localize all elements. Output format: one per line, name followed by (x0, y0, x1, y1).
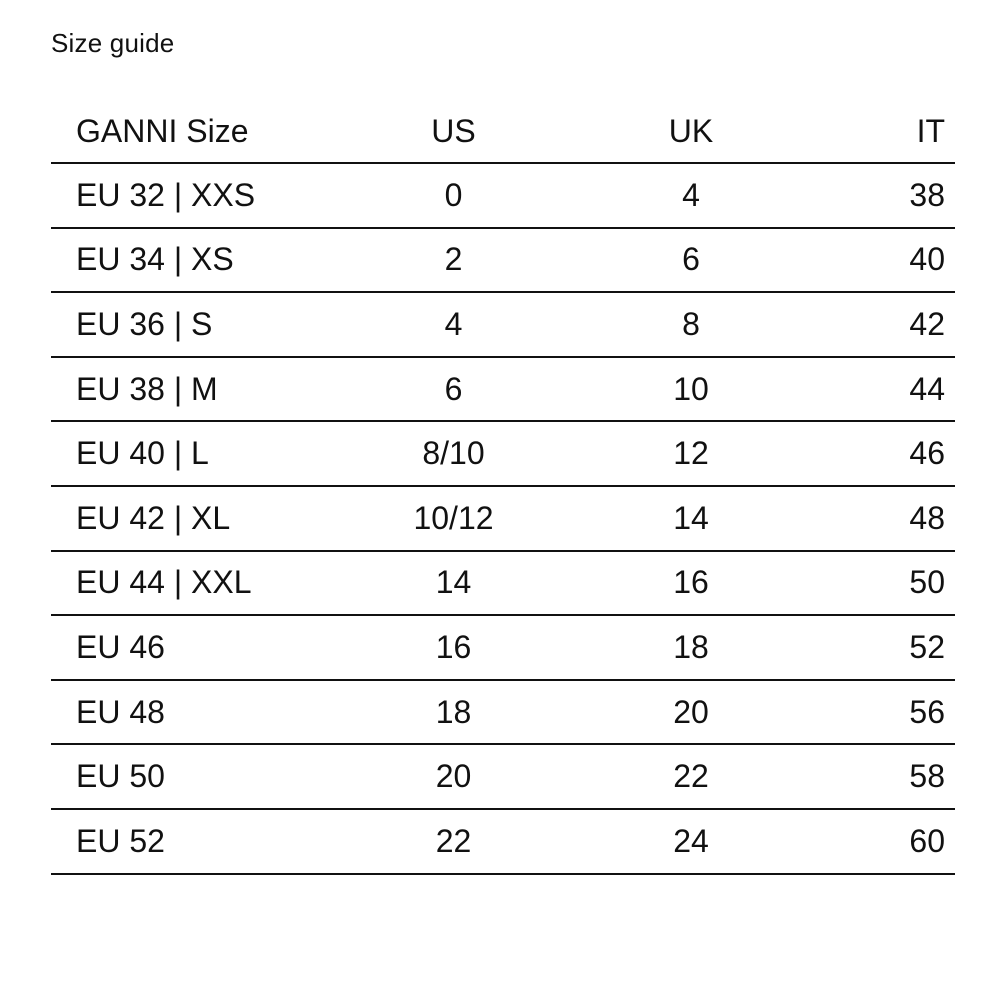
cell-it: 56 (909, 693, 945, 730)
cell-it: 38 (909, 176, 945, 213)
table-row (51, 616, 955, 681)
cell-it: 52 (909, 628, 945, 665)
cell-size: EU 38 | M (76, 370, 218, 407)
table-row (51, 358, 955, 423)
cell-size: EU 42 | XL (76, 499, 231, 536)
cell-us: 10/12 (413, 499, 494, 536)
cell-size: EU 44 | XXL (76, 564, 252, 601)
cell-size: EU 52 (76, 822, 165, 859)
cell-size: EU 36 | S (76, 305, 213, 342)
cell-us: 6 (444, 370, 463, 407)
cell-us: 14 (435, 564, 472, 601)
cell-us: 16 (435, 628, 472, 665)
cell-uk: 20 (673, 693, 709, 730)
header-uk: UK (668, 112, 714, 149)
cell-it: 40 (909, 241, 945, 278)
cell-it: 42 (909, 305, 945, 342)
table-row (51, 422, 955, 487)
cell-size: EU 48 (76, 693, 165, 730)
cell-uk: 22 (673, 758, 709, 795)
cell-size: EU 32 | XXS (76, 176, 256, 213)
cell-it: 60 (909, 822, 945, 859)
table-row (51, 164, 955, 229)
table-body (51, 164, 955, 875)
cell-uk: 10 (673, 370, 709, 407)
cell-uk: 4 (682, 176, 700, 213)
table-row (51, 229, 955, 294)
page-title: Size guide (51, 28, 175, 58)
cell-uk: 8 (682, 305, 700, 342)
cell-us: 22 (435, 822, 472, 859)
table-row (51, 293, 955, 358)
cell-uk: 14 (673, 499, 709, 536)
cell-us: 2 (444, 241, 463, 278)
cell-size: EU 34 | XS (76, 241, 234, 278)
size-table (51, 100, 955, 875)
header-size: GANNI Size (76, 112, 249, 149)
cell-it: 44 (909, 370, 945, 407)
cell-uk: 18 (673, 628, 709, 665)
table-row (51, 552, 955, 617)
cell-it: 48 (909, 499, 945, 536)
cell-us: 8/10 (422, 435, 485, 472)
table-row (51, 681, 955, 746)
table-row (51, 487, 955, 552)
table-header-row (51, 100, 955, 164)
cell-it: 50 (909, 564, 945, 601)
header-it: IT (916, 112, 945, 149)
cell-size: EU 40 | L (76, 435, 209, 472)
table-row (51, 810, 955, 875)
cell-size: EU 50 (76, 758, 165, 795)
cell-it: 46 (909, 435, 945, 472)
cell-uk: 12 (673, 435, 709, 472)
cell-size: EU 46 (76, 628, 165, 665)
cell-us: 0 (444, 176, 463, 213)
header-us: US (431, 112, 476, 149)
cell-uk: 16 (673, 564, 709, 601)
cell-uk: 6 (682, 241, 700, 278)
cell-it: 58 (909, 758, 945, 795)
table-row (51, 745, 955, 810)
cell-us: 20 (435, 758, 472, 795)
cell-us: 4 (444, 305, 463, 342)
cell-uk: 24 (673, 822, 709, 859)
cell-us: 18 (435, 693, 472, 730)
